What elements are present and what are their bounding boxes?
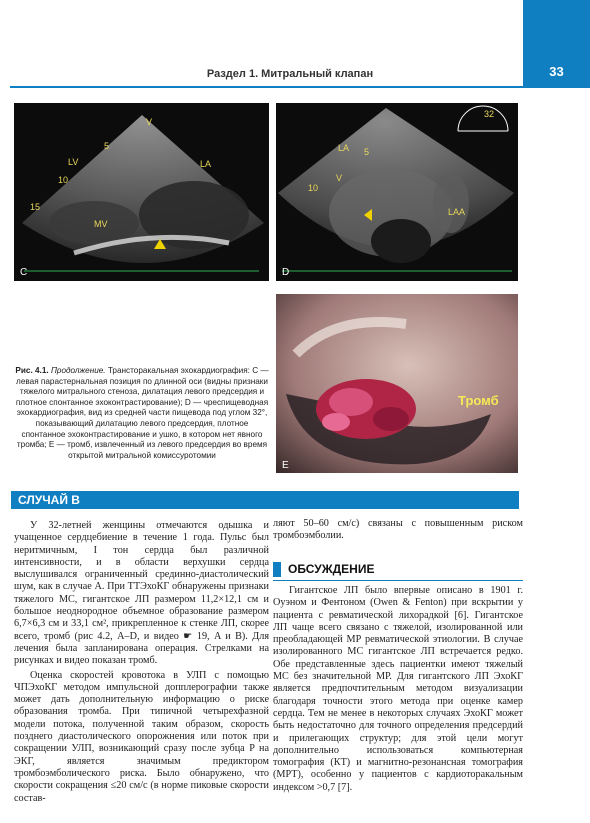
figure-caption xyxy=(14,366,270,461)
discussion-paragraph: Гигантское ЛП было впервые описано в 1901 г. Оуэном и Фентоном (Owen & Fenton) при вскрытии у пациента с ревматической лихорадкой [6]. Гигантское ЛП чаще всего связано с тяжелой, изолированной или преобладающей МР ревматической этиологии. В случае изолированного МС гигантское ЛП встречается редко. Обе представленные здесь пациентки имеют тяжелый МС без значительной МР. Для гигантского ЛП ЭхоКГ является предпочтительным методом визуализации благодаря точности этого метода при оценке камер сердца. Тем не менее в некоторых случаях ЭхоКГ может быть недостаточно для точного определения предсердий и прилегающих структур; для этой цели могут дополнительно использоваться компьютерная томография (КТ) и магнитно-резонансная томография (МРТ), особенно у пациентов с кардиоторакальным индексом >0,7 [7]. xyxy=(273,585,523,793)
svg-text:15: 15 xyxy=(30,202,41,212)
caption-text: Трансторакальная эхокардиография: C — левая парастернальная позиция по длинной оси (видны признаки тяжелого митрального стеноза, дилатация левого предсердия и плотное спонтанное эхоконтрастирование); D — чреспищеводная эхокардиография, вид из средней части пищевода под углом 32°, показывающий дилатацию левого предсердия, плотное спонтанное эхоконтрастирование и ушко, в котором нет явного тромба; E — тромб, извлеченный из левого предсердия во время открытой митральной комиссуротомии xyxy=(15,366,269,460)
echo-panel-d xyxy=(276,103,518,281)
label-laa: LAA xyxy=(448,207,466,217)
case-paragraph-2: Оценка скоростей кровотока в УЛП с помощью ЧПЭхоКГ методом импульсной допплерографии также может дать дополнительную информацию о риске образования тромба. При типичной четырехфазной модели потока, полученной таким образом, скорость позднего диастолического опорожнения или поток при сокращении УЛП, возникающий сразу после зубца P на ЭКГ, является значимым предиктором тромбоэмболического риска. Было обнаружено, что скорости сокращения ≤20 см/с (в норме пиковые скорости состав- xyxy=(14,669,269,804)
label-la-d: LA xyxy=(338,143,350,153)
right-column-continuation xyxy=(273,518,523,543)
caption-continued: Продолжение. xyxy=(50,366,106,375)
discussion-column xyxy=(273,585,523,794)
svg-text:5: 5 xyxy=(104,141,110,151)
page-number: 33 xyxy=(549,64,564,79)
discussion-title: ОБСУЖДЕНИЕ xyxy=(288,562,375,576)
svg-text:5: 5 xyxy=(364,147,370,157)
svg-text:10: 10 xyxy=(308,183,319,193)
case-section-bar xyxy=(11,491,519,509)
panel-letter-e: E xyxy=(282,460,289,471)
caption-prefix: Рис. 4.1. xyxy=(15,366,49,375)
discussion-rule xyxy=(273,580,523,581)
left-column xyxy=(14,520,269,805)
label-la: LA xyxy=(200,159,212,169)
thrombus-label: Тромб xyxy=(458,393,499,408)
echo-panel-c xyxy=(14,103,269,281)
panel-letter-d: D xyxy=(282,267,290,278)
case-section-title: СЛУЧАЙ В xyxy=(18,493,80,507)
label-v-d: V xyxy=(336,173,343,183)
panel-letter-c: C xyxy=(20,267,28,278)
label-lv: LV xyxy=(68,157,79,167)
running-title: Раздел 1. Митральный клапан xyxy=(206,68,374,80)
case-paragraph-1: У 32-летней женщины отмечаются одышка и учащенное сердцебиение в течение 1 года. Пульс был неритмичным, I тон сердца был различной интенсивности, и в области верхушки сердца выслушивался ограниченный срединно-диастолический шум, как в случае A. При ТТЭхоКГ обнаружены признаки тяжелого МС, гигантское ЛП размером 11,2×12,1 см и большое неоднородное объемное образование размером 6,7×6,3 см и 33,1 см², прикрепленное к стенке ЛП, скорее всего, тромб (рис 4.2, A–D, и видео ☛ 19, A и B). Для лечения была запланирована операция. Стрелками на рисунках и видео показан тромб. xyxy=(14,520,269,667)
svg-text:10: 10 xyxy=(58,175,69,185)
header-rule xyxy=(10,86,523,88)
svg-text:32: 32 xyxy=(484,109,495,119)
case-continuation: ляют 50–60 см/с) связаны с повышенным риском тромбоэмболии. xyxy=(273,518,523,542)
label-mv: MV xyxy=(94,219,108,229)
discussion-marker xyxy=(273,562,281,577)
label-v: V xyxy=(146,117,153,127)
photo-panel-e xyxy=(276,294,518,473)
